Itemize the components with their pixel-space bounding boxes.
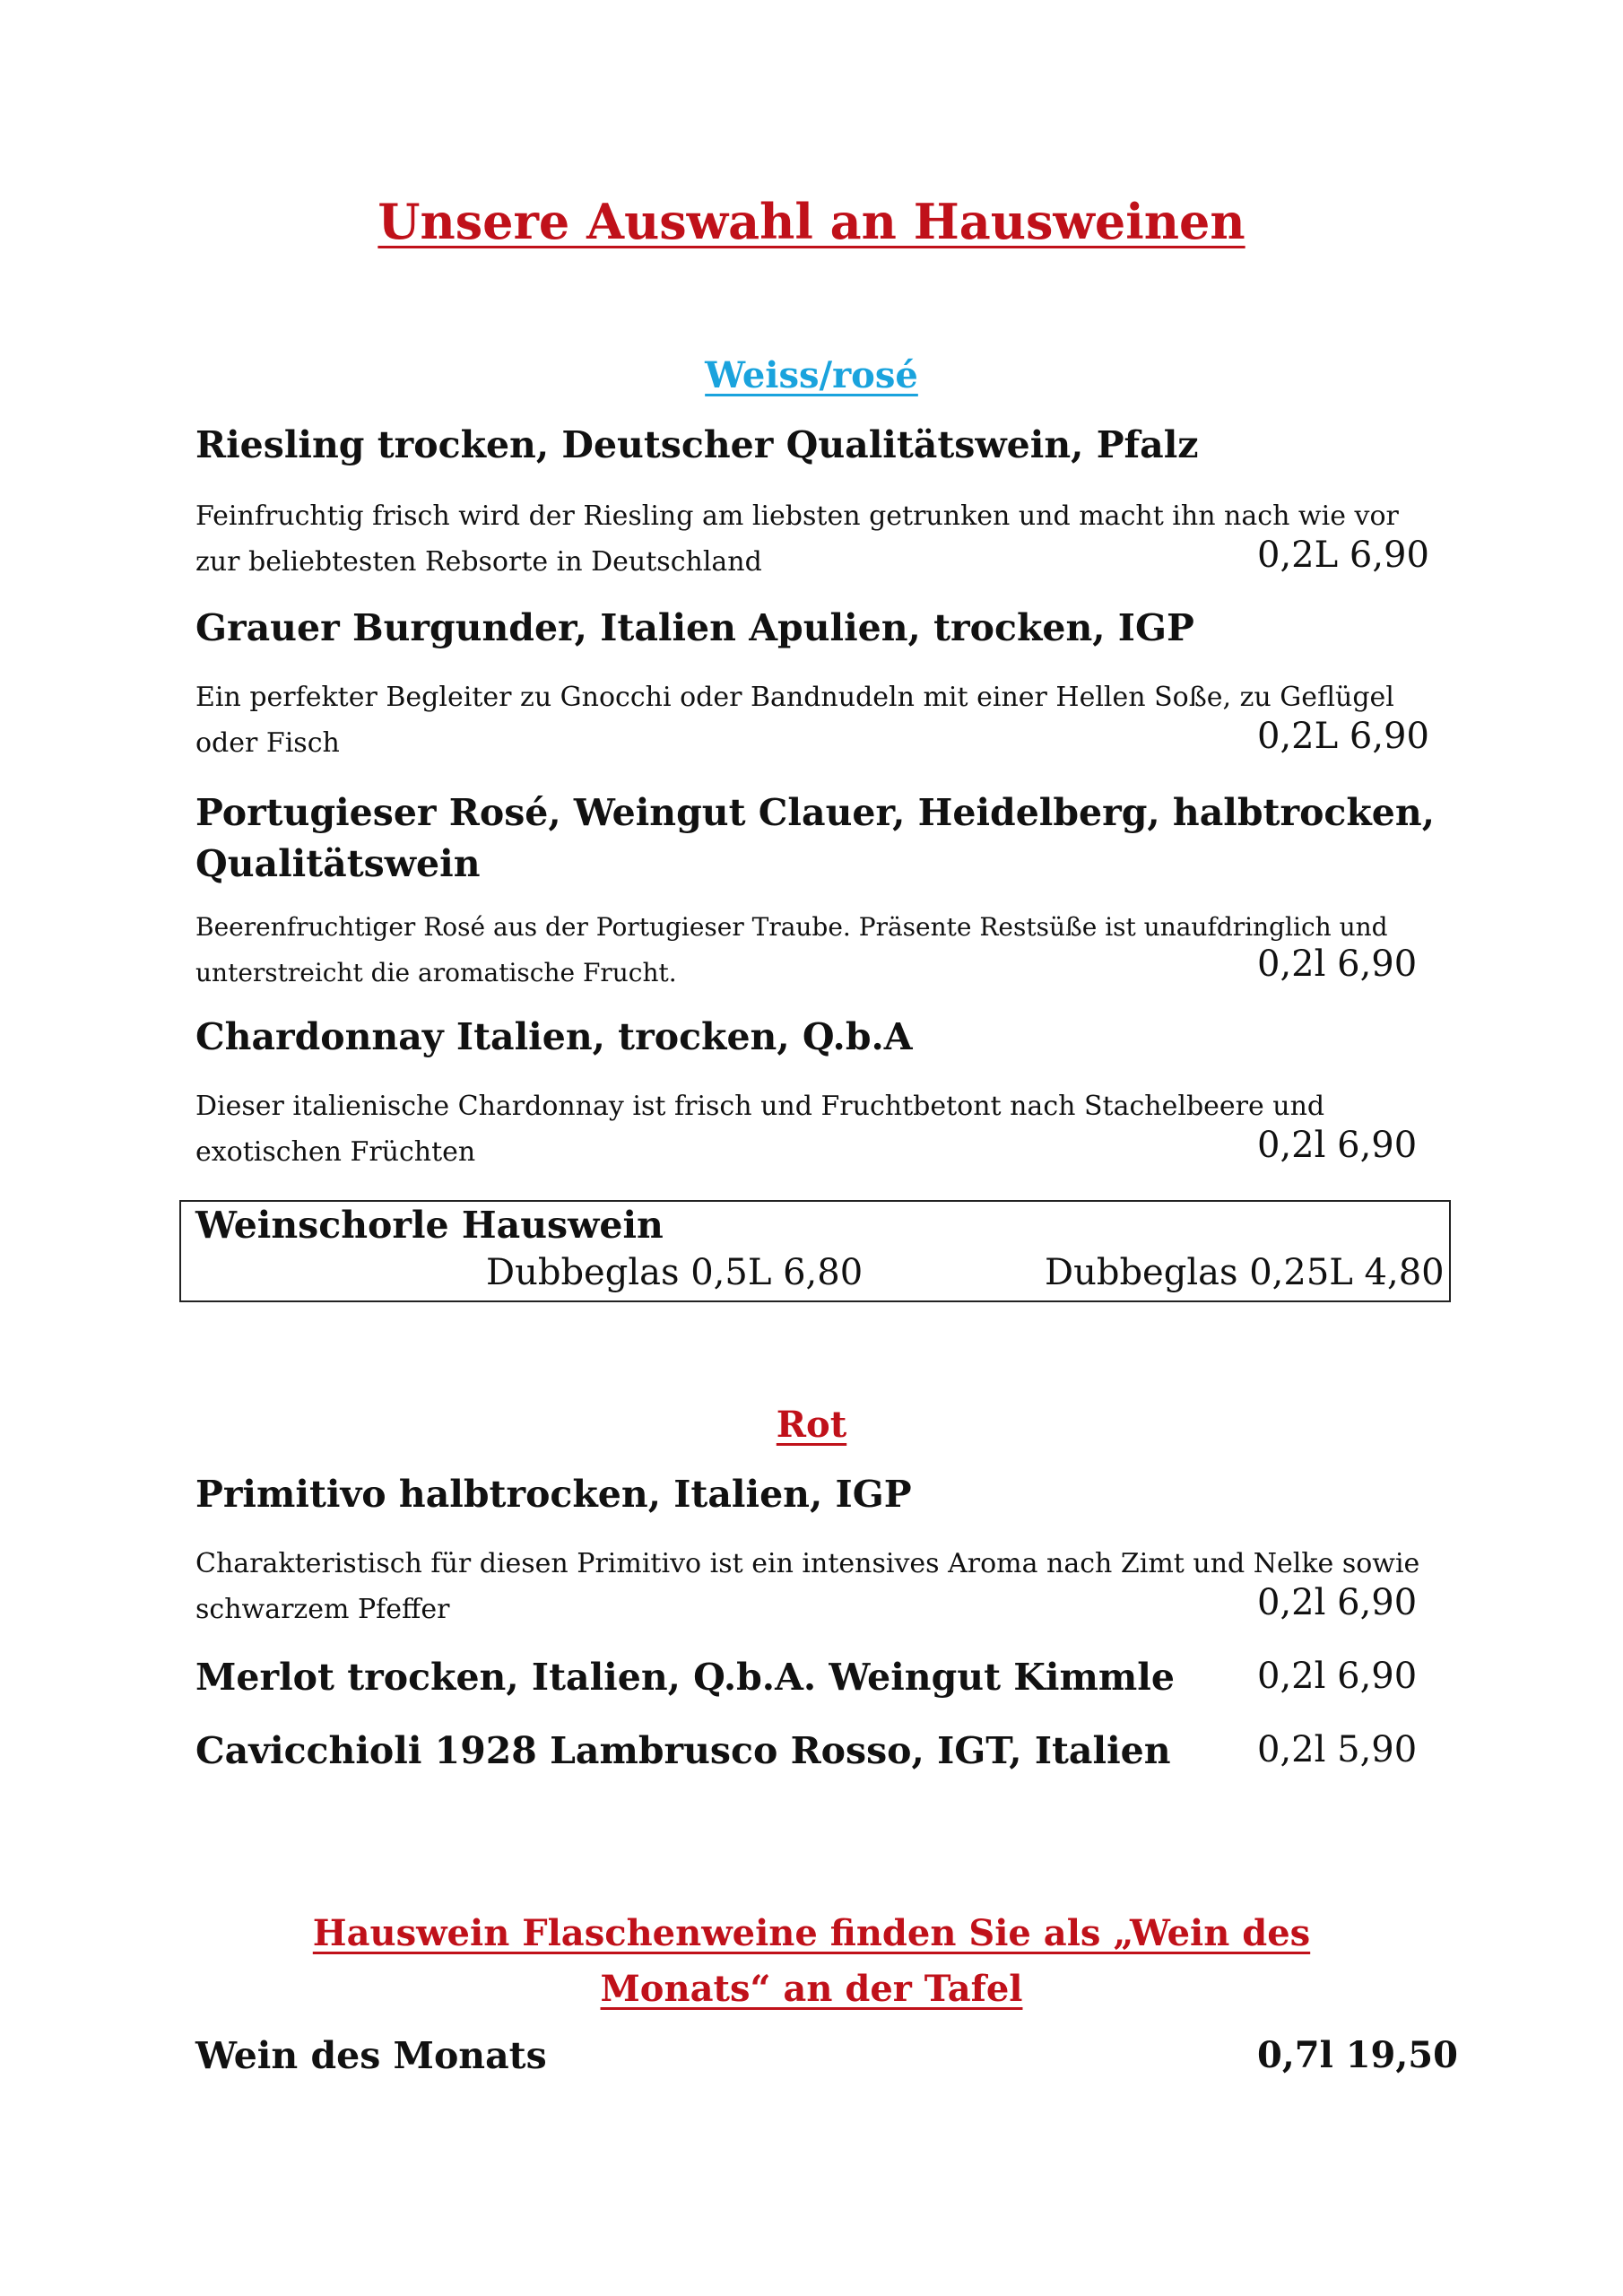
- wine-price-grauer-burgunder: 0,2L 6,90: [1257, 716, 1429, 757]
- wine-name-lambrusco: Cavicchioli 1928 Lambrusco Rosso, IGT, Italien: [195, 1729, 1171, 1772]
- wine-description-grauer-burgunder: Ein perfekter Begleiter zu Gnocchi oder Bandnudeln mit einer Hellen Soße, zu Geflügel oder Fisch: [195, 682, 1394, 759]
- wine-name-grauer-burgunder: Grauer Burgunder, Italien Apulien, trocken, IGP: [195, 606, 1194, 649]
- wine-name-portugieser-rose: Portugieser Rosé, Weingut Clauer, Heidelberg, halbtrocken, Qualitätswein: [195, 791, 1435, 885]
- wine-name-chardonnay: Chardonnay Italien, trocken, Q.b.A: [195, 1015, 913, 1058]
- schorle-price-large: Dubbeglas 0,5L 6,80: [486, 1252, 864, 1293]
- wine-description-portugieser-rose: Beerenfruchtiger Rosé aus der Portugieser Traube. Präsente Restsüße ist unaufdringlich und unterstreicht die aromatische Frucht.: [195, 912, 1388, 987]
- wine-name-primitivo: Primitivo halbtrocken, Italien, IGP: [195, 1473, 912, 1516]
- wine-price-chardonnay: 0,2l 6,90: [1257, 1125, 1418, 1166]
- wine-description-riesling: Feinfruchtig frisch wird der Riesling am liebsten getrunken und macht ihn nach wie vor zur beliebtesten Rebsorte in Deutschland: [195, 500, 1399, 578]
- section-title-flaschenweine: Hauswein Flaschenweine finden Sie als „Wein des Monats“ an der Tafel: [312, 1912, 1311, 2010]
- section-title-weiss-rose: Weiss/rosé: [705, 354, 918, 396]
- wine-name-merlot: Merlot trocken, Italien, Q.b.A. Weingut Kimmle: [195, 1656, 1175, 1699]
- wine-price-riesling: 0,2L 6,90: [1257, 535, 1429, 576]
- section-title-rot: Rot: [776, 1404, 847, 1446]
- wine-price-lambrusco: 0,2l 5,90: [1257, 1729, 1418, 1770]
- wine-price-merlot: 0,2l 6,90: [1257, 1656, 1418, 1697]
- wine-description-primitivo: Charakteristisch für diesen Primitivo ist ein intensives Aroma nach Zimt und Nelke sowie schwarzem Pfeffer: [195, 1548, 1420, 1625]
- wine-description-chardonnay: Dieser italienische Chardonnay ist frisch und Fruchtbetont nach Stachelbeere und exotischen Früchten: [195, 1091, 1325, 1168]
- wine-name-riesling: Riesling trocken, Deutscher Qualitätswein, Pfalz: [195, 423, 1199, 466]
- page-title: Unsere Auswahl an Hausweinen: [378, 193, 1245, 250]
- wine-price-portugieser-rose: 0,2l 6,90: [1257, 944, 1418, 985]
- schorle-price-small: Dubbeglas 0,25L 4,80: [1045, 1252, 1445, 1293]
- wine-price-wein-des-monats: 0,7l 19,50: [1257, 2034, 1458, 2076]
- wine-name-weinschorle: Weinschorle Hauswein: [195, 1204, 664, 1247]
- wine-price-primitivo: 0,2l 6,90: [1257, 1582, 1418, 1623]
- wine-name-wein-des-monats: Wein des Monats: [195, 2034, 547, 2077]
